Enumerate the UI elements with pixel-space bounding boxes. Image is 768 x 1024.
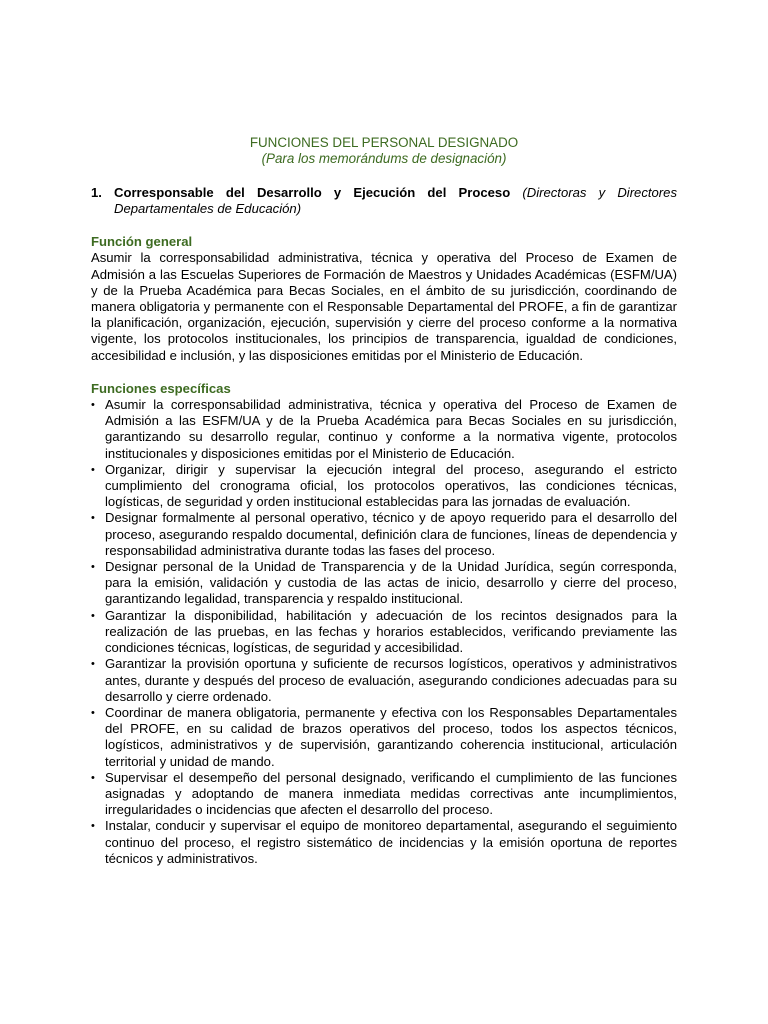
list-item-text: Organizar, dirigir y supervisar la ejecución integral del proceso, asegurando el estricto cumplimiento del cronograma oficial, los protocolos operativos, las condiciones técnicas, logísticas, de seguridad y orden institucional establecidas para las jornadas de evaluación. xyxy=(105,461,677,510)
section-number: 1. xyxy=(91,184,102,200)
bullet-icon: • xyxy=(91,399,95,412)
list-item xyxy=(91,462,677,511)
list-item xyxy=(91,559,677,608)
section-1 xyxy=(91,185,677,217)
bullet-icon: • xyxy=(91,463,95,476)
specific-functions-heading: Funciones específicas xyxy=(91,380,231,396)
bullet-icon: • xyxy=(91,820,95,833)
list-item xyxy=(91,397,677,462)
section-note: (Directoras y Directores Departamentales de Educación) xyxy=(114,184,677,217)
section-title: Corresponsable del Desarrollo y Ejecución del Proceso xyxy=(114,184,511,200)
list-item xyxy=(91,656,677,705)
section-heading xyxy=(114,185,677,217)
list-item-text: Instalar, conducir y supervisar el equipo de monitoreo departamental, asegurando el seguimiento continuo del proceso, el registro sistemático de incidencias y la emisión oportuna de reportes técnicos y administrativos. xyxy=(105,818,677,866)
bullet-icon: • xyxy=(91,561,95,574)
list-item-text: Garantizar la provisión oportuna y suficiente de recursos logísticos, operativos y administrativos antes, durante y después del proceso de evaluación, asegurando condiciones adecuadas para su desarrollo y cierre ordenado. xyxy=(105,656,677,704)
list-item-text: Designar personal de la Unidad de Transparencia y de la Unidad Jurídica, según corresponda, para la emisión, validación y custodia de las actas de inicio, desarrollo y cierre del proceso, garantizando legalidad, transparencia y respaldo institucional. xyxy=(105,559,677,607)
list-item xyxy=(91,705,677,770)
general-function-heading: Función general xyxy=(91,234,193,250)
document-page xyxy=(91,135,677,867)
list-item-text: Asumir la corresponsabilidad administrativa, técnica y operativa del Proceso de Examen de Admisión a las ESFM/UA y de la Prueba Académica para Becas Sociales en su jurisdicción, garantizando su desarrollo regular, continuo y conforme a la normativa vigente, protocolos institucionales y disposiciones emitidas por el Ministerio de Educación. xyxy=(105,397,677,461)
list-item-text: Designar formalmente al personal operativo, técnico y de apoyo requerido para el desarrollo del proceso, asegurando respaldo documental, definición clara de funciones, líneas de dependencia y responsabilidad administrativa durante todas las fases del proceso. xyxy=(105,510,677,558)
specific-functions-list xyxy=(91,397,677,867)
list-item-text: Garantizar la disponibilidad, habilitación y adecuación de los recintos designados para la realización de las pruebas, en las fechas y horarios establecidos, verificando previamente las condiciones técnicas, logísticas, de seguridad y accesibilidad. xyxy=(105,607,677,656)
list-item xyxy=(91,818,677,867)
list-item xyxy=(91,770,677,819)
list-item xyxy=(91,608,677,657)
bullet-icon: • xyxy=(91,512,95,525)
bullet-icon: • xyxy=(91,658,95,671)
bullet-icon: • xyxy=(91,609,95,622)
document-subtitle: (Para los memorándums de designación) xyxy=(261,151,507,167)
bullet-icon: • xyxy=(91,771,95,784)
bullet-icon: • xyxy=(91,706,95,719)
general-function-text: Asumir la corresponsabilidad administrativa, técnica y operativa del Proceso de Examen de Admisión a las Escuelas Superiores de Formación de Maestros y Unidades Académicas (ESFM/UA) y de la Prueba Académica para Becas Sociales, en el ámbito de su jurisdicción, coordinando de manera obligatoria y permanente con el Responsable Departamental del PROFE, a fin de garantizar la planificación, organización, ejecución, supervisión y cierre del proceso conforme a la normativa vigente, los protocolos institucionales, los principios de transparencia, igualdad de condiciones, accesibilidad e inclusión, y las disposiciones emitidas por el Ministerio de Educación. xyxy=(91,250,677,363)
list-item-text: Supervisar el desempeño del personal designado, verificando el cumplimiento de las funciones asignadas y adoptando de manera inmediata medidas correctivas ante incumplimientos, irregularidades o incidencias que afecten el desarrollo del proceso. xyxy=(105,769,677,818)
document-title: FUNCIONES DEL PERSONAL DESIGNADO xyxy=(249,135,519,150)
list-item xyxy=(91,510,677,559)
list-item-text: Coordinar de manera obligatoria, permanente y efectiva con los Responsables Departamentales del PROFE, en su calidad de brazos operativos del proceso, todos los aspectos técnicos, logísticos, administrativos y de supervisión, garantizando coherencia institucional, articulación territorial y unidad de mando. xyxy=(105,704,677,769)
